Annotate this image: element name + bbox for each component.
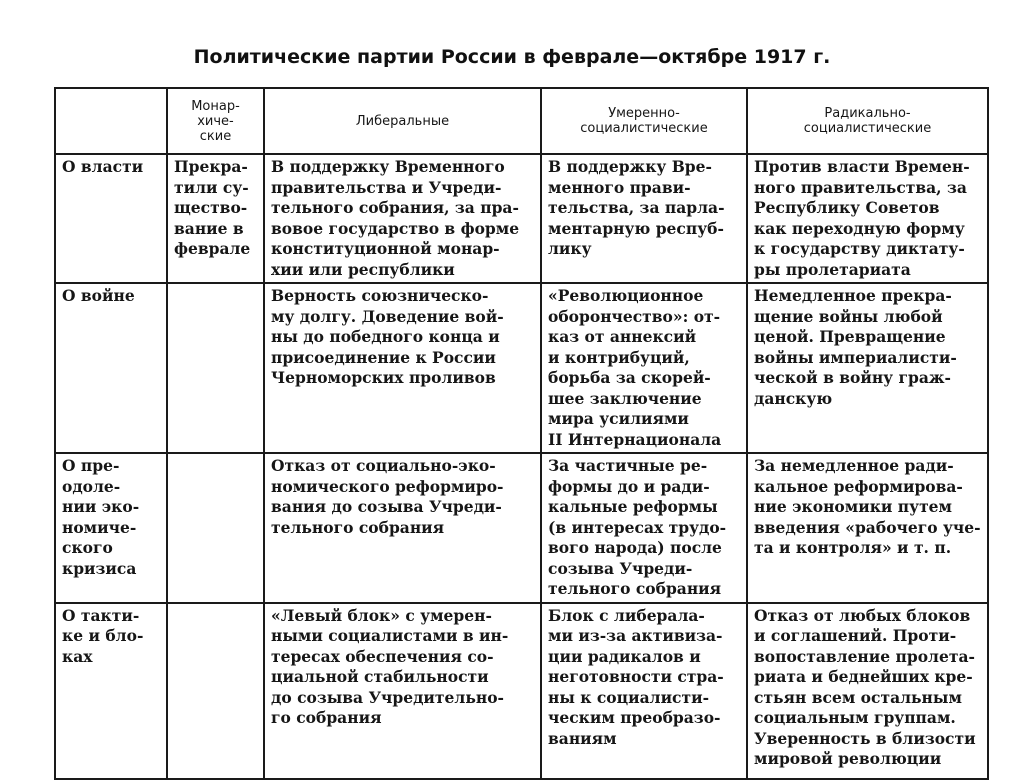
table-row: [55, 154, 988, 283]
table-cell: За немедленное ради- кальное реформирова- ние экономики путем введения «рабочего уче- та и контроля» и т. п.: [747, 453, 988, 603]
table-cell: «Революционное оборончество»: от- каз от аннексий и контрибуций, борьба за скорей- шее заключение мира усилиями II Интернационала: [541, 283, 747, 453]
table-row: [55, 283, 988, 453]
table-cell: Отказ от социально-эко- номического реформиро- вания до созыва Учреди- тельного собрания: [264, 453, 541, 603]
table-cell: Немедленное прекра- щение войны любой ценой. Превращение войны империалисти- ческой в войну граж- данскую: [747, 283, 988, 453]
row-label-power: О власти: [55, 154, 167, 283]
table-row: [55, 603, 988, 779]
header-cell-monarchist: Монар- хиче- ские: [167, 88, 264, 154]
header-cell-empty: [55, 88, 167, 154]
table-cell: «Левый блок» с умерен- ными социалистами в ин- тересах обеспечения со- циальной стабильности до созыва Учредительно- го собрания: [264, 603, 541, 779]
page-title: Политические партии России в феврале—октябре 1917 г.: [193, 46, 831, 68]
table-cell: Блок с либерала- ми из-за активиза- ции радикалов и неготовности стра- ны к социалисти- ческим преобразо- ваниям: [541, 603, 747, 779]
table-cell: Отказ от любых блоков и соглашений. Проти- вопоставление пролета- риата и беднейших кре- стьян всем остальным социальным группам. Уверенность в близости мировой революции: [747, 603, 988, 779]
table-cell: В поддержку Временного правительства и Учреди- тельного собрания, за пра- вовое государство в форме конституционной монар- хии или республики: [264, 154, 541, 283]
table-cell: Верность союзническо- му долгу. Доведение вой- ны до победного конца и присоединение к России Черноморских проливов: [264, 283, 541, 453]
table-cell: [167, 283, 264, 453]
table-row: [55, 453, 988, 603]
parties-table: [54, 87, 989, 780]
table-cell: Прекра- тили су- щество- вание в феврале: [167, 154, 264, 283]
row-label-economic-crisis: О пре- одоле- нии эко- номиче- ского кризиса: [55, 453, 167, 603]
table-cell: В поддержку Вре- менного прави- тельства, за парла- ментарную респуб- лику: [541, 154, 747, 283]
table-cell: За частичные ре- формы до и ради- кальные реформы (в интересах трудо- вого народа) после созыва Учреди- тельного собрания: [541, 453, 747, 603]
row-label-war: О войне: [55, 283, 167, 453]
table-cell: [167, 453, 264, 603]
header-cell-radical-socialist: Радикально- социалистические: [747, 88, 988, 154]
table-cell: Против власти Времен- ного правительства, за Республику Советов как переходную форму к государству диктату- ры пролетариата: [747, 154, 988, 283]
header-cell-liberal: Либеральные: [264, 88, 541, 154]
table-cell: [167, 603, 264, 779]
header-cell-moderate-socialist: Умеренно- социалистические: [541, 88, 747, 154]
row-label-tactics: О такти- ке и бло- ках: [55, 603, 167, 779]
header-row: [55, 88, 988, 154]
